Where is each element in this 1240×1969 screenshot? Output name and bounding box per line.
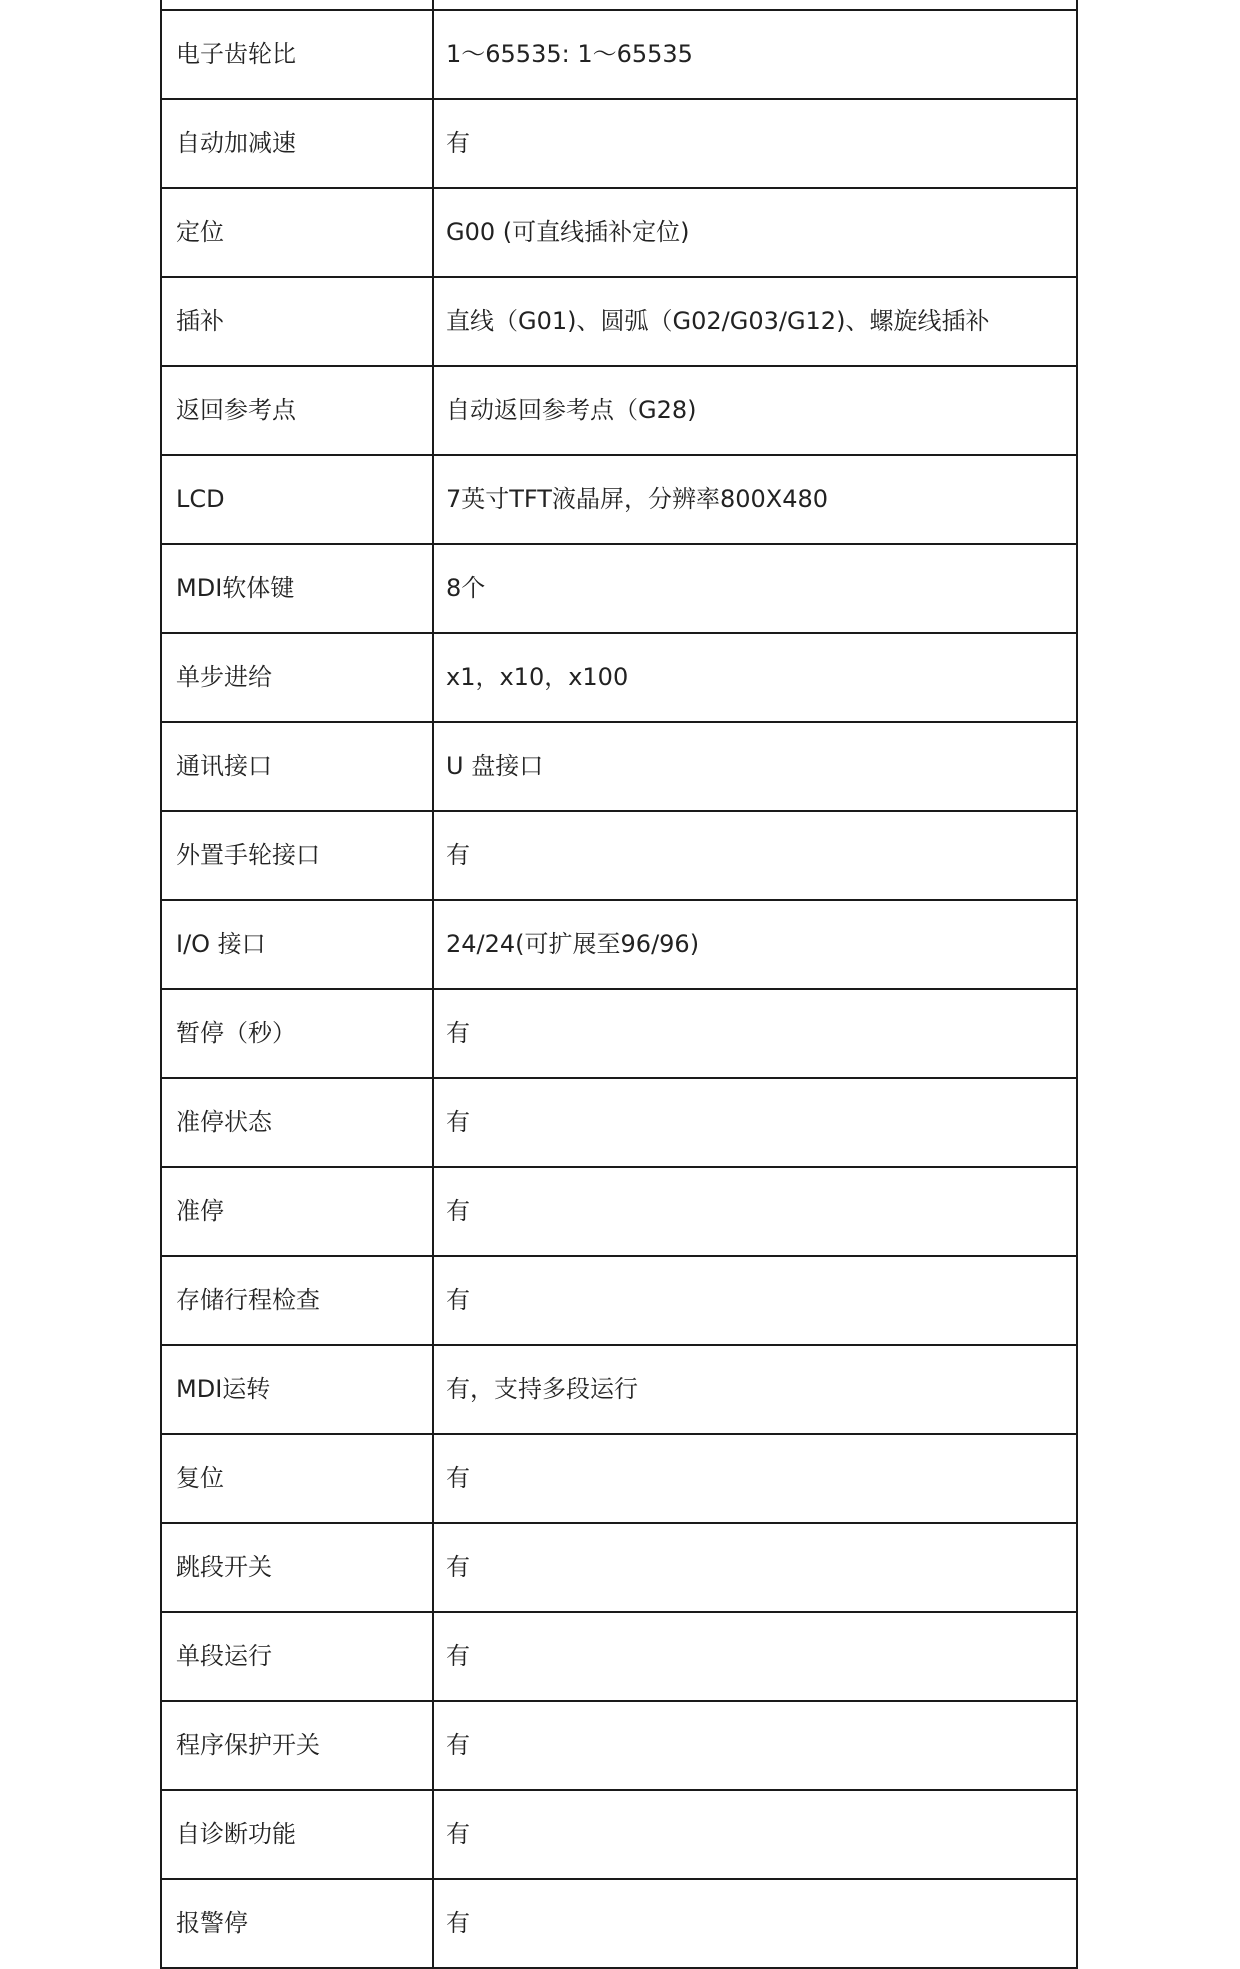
value-cell: 有: [433, 1434, 1077, 1523]
param-cell: 定位: [161, 188, 433, 277]
value-cell: U 盘接口: [433, 722, 1077, 811]
param-cell: 外置手轮接口: [161, 811, 433, 900]
param-cell: 准停: [161, 1167, 433, 1256]
value-cell: 有: [433, 1612, 1077, 1701]
param-cell: 返回参考点: [161, 366, 433, 455]
value-cell: 1～65535: 1～65535: [433, 10, 1077, 99]
value-cell: 有: [433, 1256, 1077, 1345]
table-row: [161, 989, 1077, 1078]
param-cell: 电子齿轮比: [161, 10, 433, 99]
table-row: [161, 188, 1077, 277]
param-cell: 自动加减速: [161, 99, 433, 188]
value-cell: G00 (可直线插补定位): [433, 188, 1077, 277]
value-cell: 有: [433, 1790, 1077, 1879]
table-row: [161, 1434, 1077, 1523]
param-cell: 插补: [161, 277, 433, 366]
value-cell: 直线（G01)、圆弧（G02/G03/G12)、螺旋线插补: [433, 277, 1077, 366]
param-cell: [161, 0, 433, 10]
table-row: [161, 811, 1077, 900]
param-cell: 单段运行: [161, 1612, 433, 1701]
table-row: [161, 277, 1077, 366]
param-cell: 跳段开关: [161, 1523, 433, 1612]
param-cell: 程序保护开关: [161, 1701, 433, 1790]
table-row: [161, 633, 1077, 722]
table-row: [161, 1790, 1077, 1879]
param-cell: MDI运转: [161, 1345, 433, 1434]
table-row: [161, 722, 1077, 811]
value-cell: [433, 0, 1077, 10]
table-row: [161, 544, 1077, 633]
value-cell: 有: [433, 811, 1077, 900]
value-cell: 有: [433, 1701, 1077, 1790]
value-cell: 有，支持多段运行: [433, 1345, 1077, 1434]
value-cell: 24/24(可扩展至96/96): [433, 900, 1077, 989]
table-row: [161, 1523, 1077, 1612]
table-row: [161, 900, 1077, 989]
param-cell: MDI软体键: [161, 544, 433, 633]
param-cell: 准停状态: [161, 1078, 433, 1167]
param-cell: LCD: [161, 455, 433, 544]
value-cell: 有: [433, 1167, 1077, 1256]
table-row: [161, 10, 1077, 99]
value-cell: 有: [433, 1523, 1077, 1612]
value-cell: 自动返回参考点（G28): [433, 366, 1077, 455]
spec-table-body: [161, 0, 1077, 1968]
value-cell: 有: [433, 989, 1077, 1078]
table-row: [161, 1345, 1077, 1434]
table-row: [161, 1167, 1077, 1256]
table-row: [161, 99, 1077, 188]
value-cell: x1，x10，x100: [433, 633, 1077, 722]
table-row: [161, 1879, 1077, 1968]
value-cell: 7英寸TFT液晶屏，分辨率800X480: [433, 455, 1077, 544]
param-cell: 通讯接口: [161, 722, 433, 811]
param-cell: 暂停（秒）: [161, 989, 433, 1078]
value-cell: 有: [433, 99, 1077, 188]
table-row: [161, 0, 1077, 10]
value-cell: 有: [433, 1879, 1077, 1968]
value-cell: 8个: [433, 544, 1077, 633]
param-cell: 单步进给: [161, 633, 433, 722]
value-cell: 有: [433, 1078, 1077, 1167]
table-row: [161, 1078, 1077, 1167]
param-cell: 报警停: [161, 1879, 433, 1968]
param-cell: 自诊断功能: [161, 1790, 433, 1879]
table-row: [161, 1256, 1077, 1345]
param-cell: I/O 接口: [161, 900, 433, 989]
table-row: [161, 1701, 1077, 1790]
table-row: [161, 366, 1077, 455]
table-row: [161, 1612, 1077, 1701]
param-cell: 存储行程检查: [161, 1256, 433, 1345]
table-row: [161, 455, 1077, 544]
param-cell: 复位: [161, 1434, 433, 1523]
spec-table: [160, 0, 1078, 1969]
